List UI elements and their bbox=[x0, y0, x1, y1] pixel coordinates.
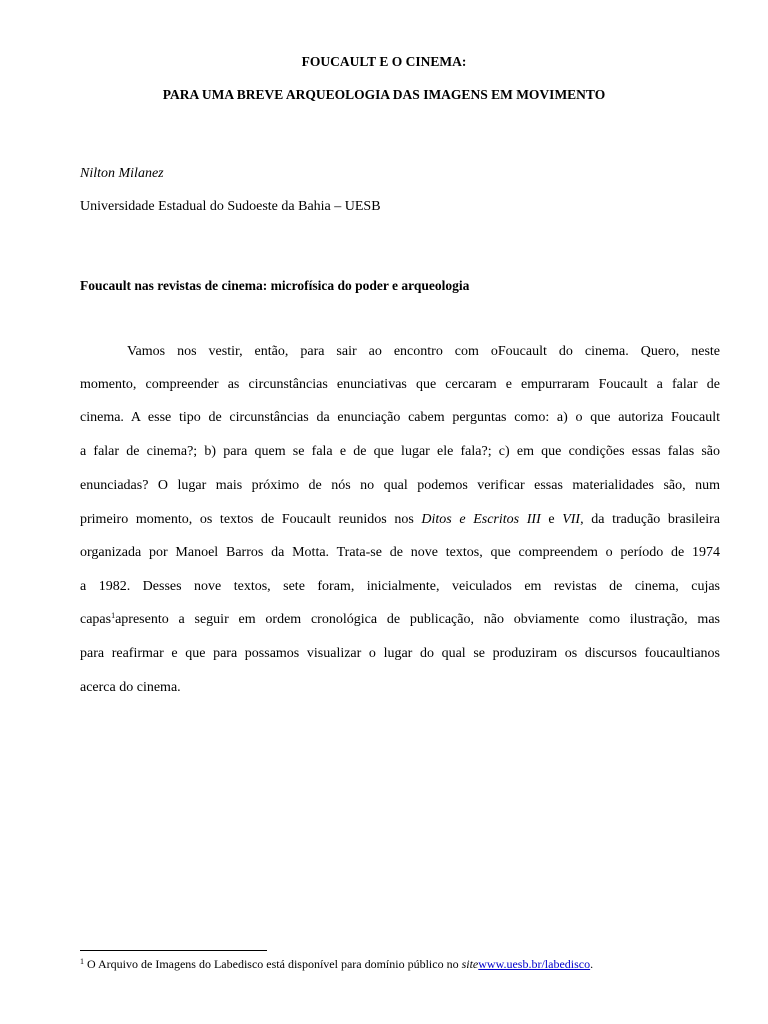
paragraph-line: enunciadas? O lugar mais próximo de nós no qual podemos verificar essas materialidades são, num bbox=[80, 478, 720, 493]
text-run: apresento a seguir em ordem cronológica de publicação, não obviamente como ilustração, mas bbox=[115, 612, 720, 627]
footnote-divider bbox=[80, 950, 267, 951]
footnote-text: O Arquivo de Imagens do Labedisco está disponível para domínio público no bbox=[84, 957, 462, 971]
footnote-site-word: site bbox=[461, 957, 479, 971]
text-run: capas bbox=[80, 612, 112, 627]
paragraph-line: cinema. A esse tipo de circunstâncias da enunciação cabem perguntas como: a) o que autoriza Foucault bbox=[80, 410, 720, 425]
italic-title-ditos: Ditos e Escritos III bbox=[421, 512, 541, 527]
text-run: e bbox=[540, 512, 563, 527]
paragraph-line: a 1982. Desses nove textos, sete foram, inicialmente, veiculados em revistas de cinema, cujas bbox=[80, 579, 720, 594]
footnote-reference[interactable]: 1 bbox=[111, 611, 116, 620]
text-run: , da tradução brasileira bbox=[580, 512, 720, 527]
section-heading: Foucault nas revistas de cinema: microfísica do poder e arqueologia bbox=[80, 278, 470, 293]
footnote bbox=[80, 957, 593, 972]
footnote-mark: 1 bbox=[80, 957, 84, 966]
footnote-end: . bbox=[590, 957, 594, 971]
paragraph-line: organizada por Manoel Barros da Motta. Trata-se de nove textos, que compreendem o período de 1974 bbox=[80, 545, 720, 560]
italic-volume-vii: VII bbox=[562, 512, 581, 527]
footnote-link[interactable]: www.uesb.br/labedisco bbox=[478, 957, 591, 971]
paragraph-line bbox=[80, 512, 720, 528]
title-line-2: PARA UMA BREVE ARQUEOLOGIA DAS IMAGENS EM MOVIMENTO bbox=[162, 87, 606, 102]
paragraph-line bbox=[80, 612, 720, 628]
title-line-1: FOUCAULT E O CINEMA: bbox=[301, 54, 467, 69]
paragraph-line: momento, compreender as circunstâncias enunciativas que cercaram e empurraram Foucault a falar de bbox=[80, 377, 720, 392]
paragraph-line: Vamos nos vestir, então, para sair ao encontro com oFoucault do cinema. Quero, neste bbox=[127, 344, 720, 359]
text-run: primeiro momento, os textos de Foucault reunidos nos bbox=[80, 512, 422, 527]
author-name: Nilton Milanez bbox=[80, 166, 164, 181]
paragraph-line: a falar de cinema?; b) para quem se fala e de que lugar ele fala?; c) em que condições essas falas são bbox=[80, 444, 720, 459]
paragraph-line: para reafirmar e que para possamos visualizar o lugar do qual se produziram os discursos foucaultianos bbox=[80, 646, 720, 661]
author-affiliation: Universidade Estadual do Sudoeste da Bahia – UESB bbox=[80, 199, 381, 214]
paragraph-line: acerca do cinema. bbox=[80, 680, 181, 695]
